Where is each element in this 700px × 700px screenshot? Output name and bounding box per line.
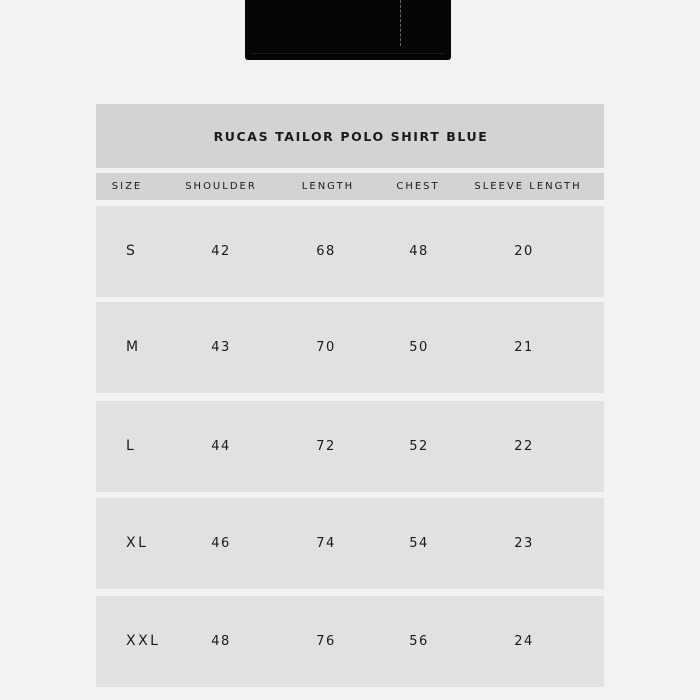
cell-size: M [126,339,141,355]
cell-size: S [126,243,138,259]
table-row [96,596,604,687]
header-size: SIZE [111,181,143,192]
cell-shoulder: 44 [211,439,231,454]
cell-size: L [126,438,137,454]
header-chest: CHEST [396,181,440,192]
header-shoulder: SHOULDER [185,181,257,192]
size-chart-title: RUCAS TAILOR POLO SHIRT BLUE [213,128,489,144]
garment-photo [245,0,451,60]
cell-sleeve-length: 24 [514,634,534,649]
header-sleeve-length: SLEEVE LENGTH [474,181,582,192]
table-row [96,206,604,297]
cell-sleeve-length: 22 [514,439,534,454]
cell-length: 70 [316,340,336,355]
table-row [96,302,604,393]
cell-size: XL [126,535,149,551]
garment-hem-stitch [251,53,445,54]
garment-placket-stitch [400,0,402,46]
cell-chest: 52 [409,439,429,454]
cell-length: 68 [316,244,336,259]
cell-length: 74 [316,536,336,551]
table-row [96,498,604,589]
size-chart-header-row [96,173,604,200]
table-row [96,401,604,492]
cell-shoulder: 46 [211,536,231,551]
cell-sleeve-length: 23 [514,536,534,551]
cell-sleeve-length: 20 [514,244,534,259]
header-length: LENGTH [301,181,355,192]
cell-length: 76 [316,634,336,649]
size-chart-title-band [96,104,604,168]
cell-chest: 50 [409,340,429,355]
cell-size: XXL [126,633,161,649]
cell-shoulder: 42 [211,244,231,259]
cell-chest: 56 [409,634,429,649]
cell-sleeve-length: 21 [514,340,534,355]
cell-shoulder: 43 [211,340,231,355]
cell-chest: 54 [409,536,429,551]
cell-shoulder: 48 [211,634,231,649]
cell-length: 72 [316,439,336,454]
cell-chest: 48 [409,244,429,259]
